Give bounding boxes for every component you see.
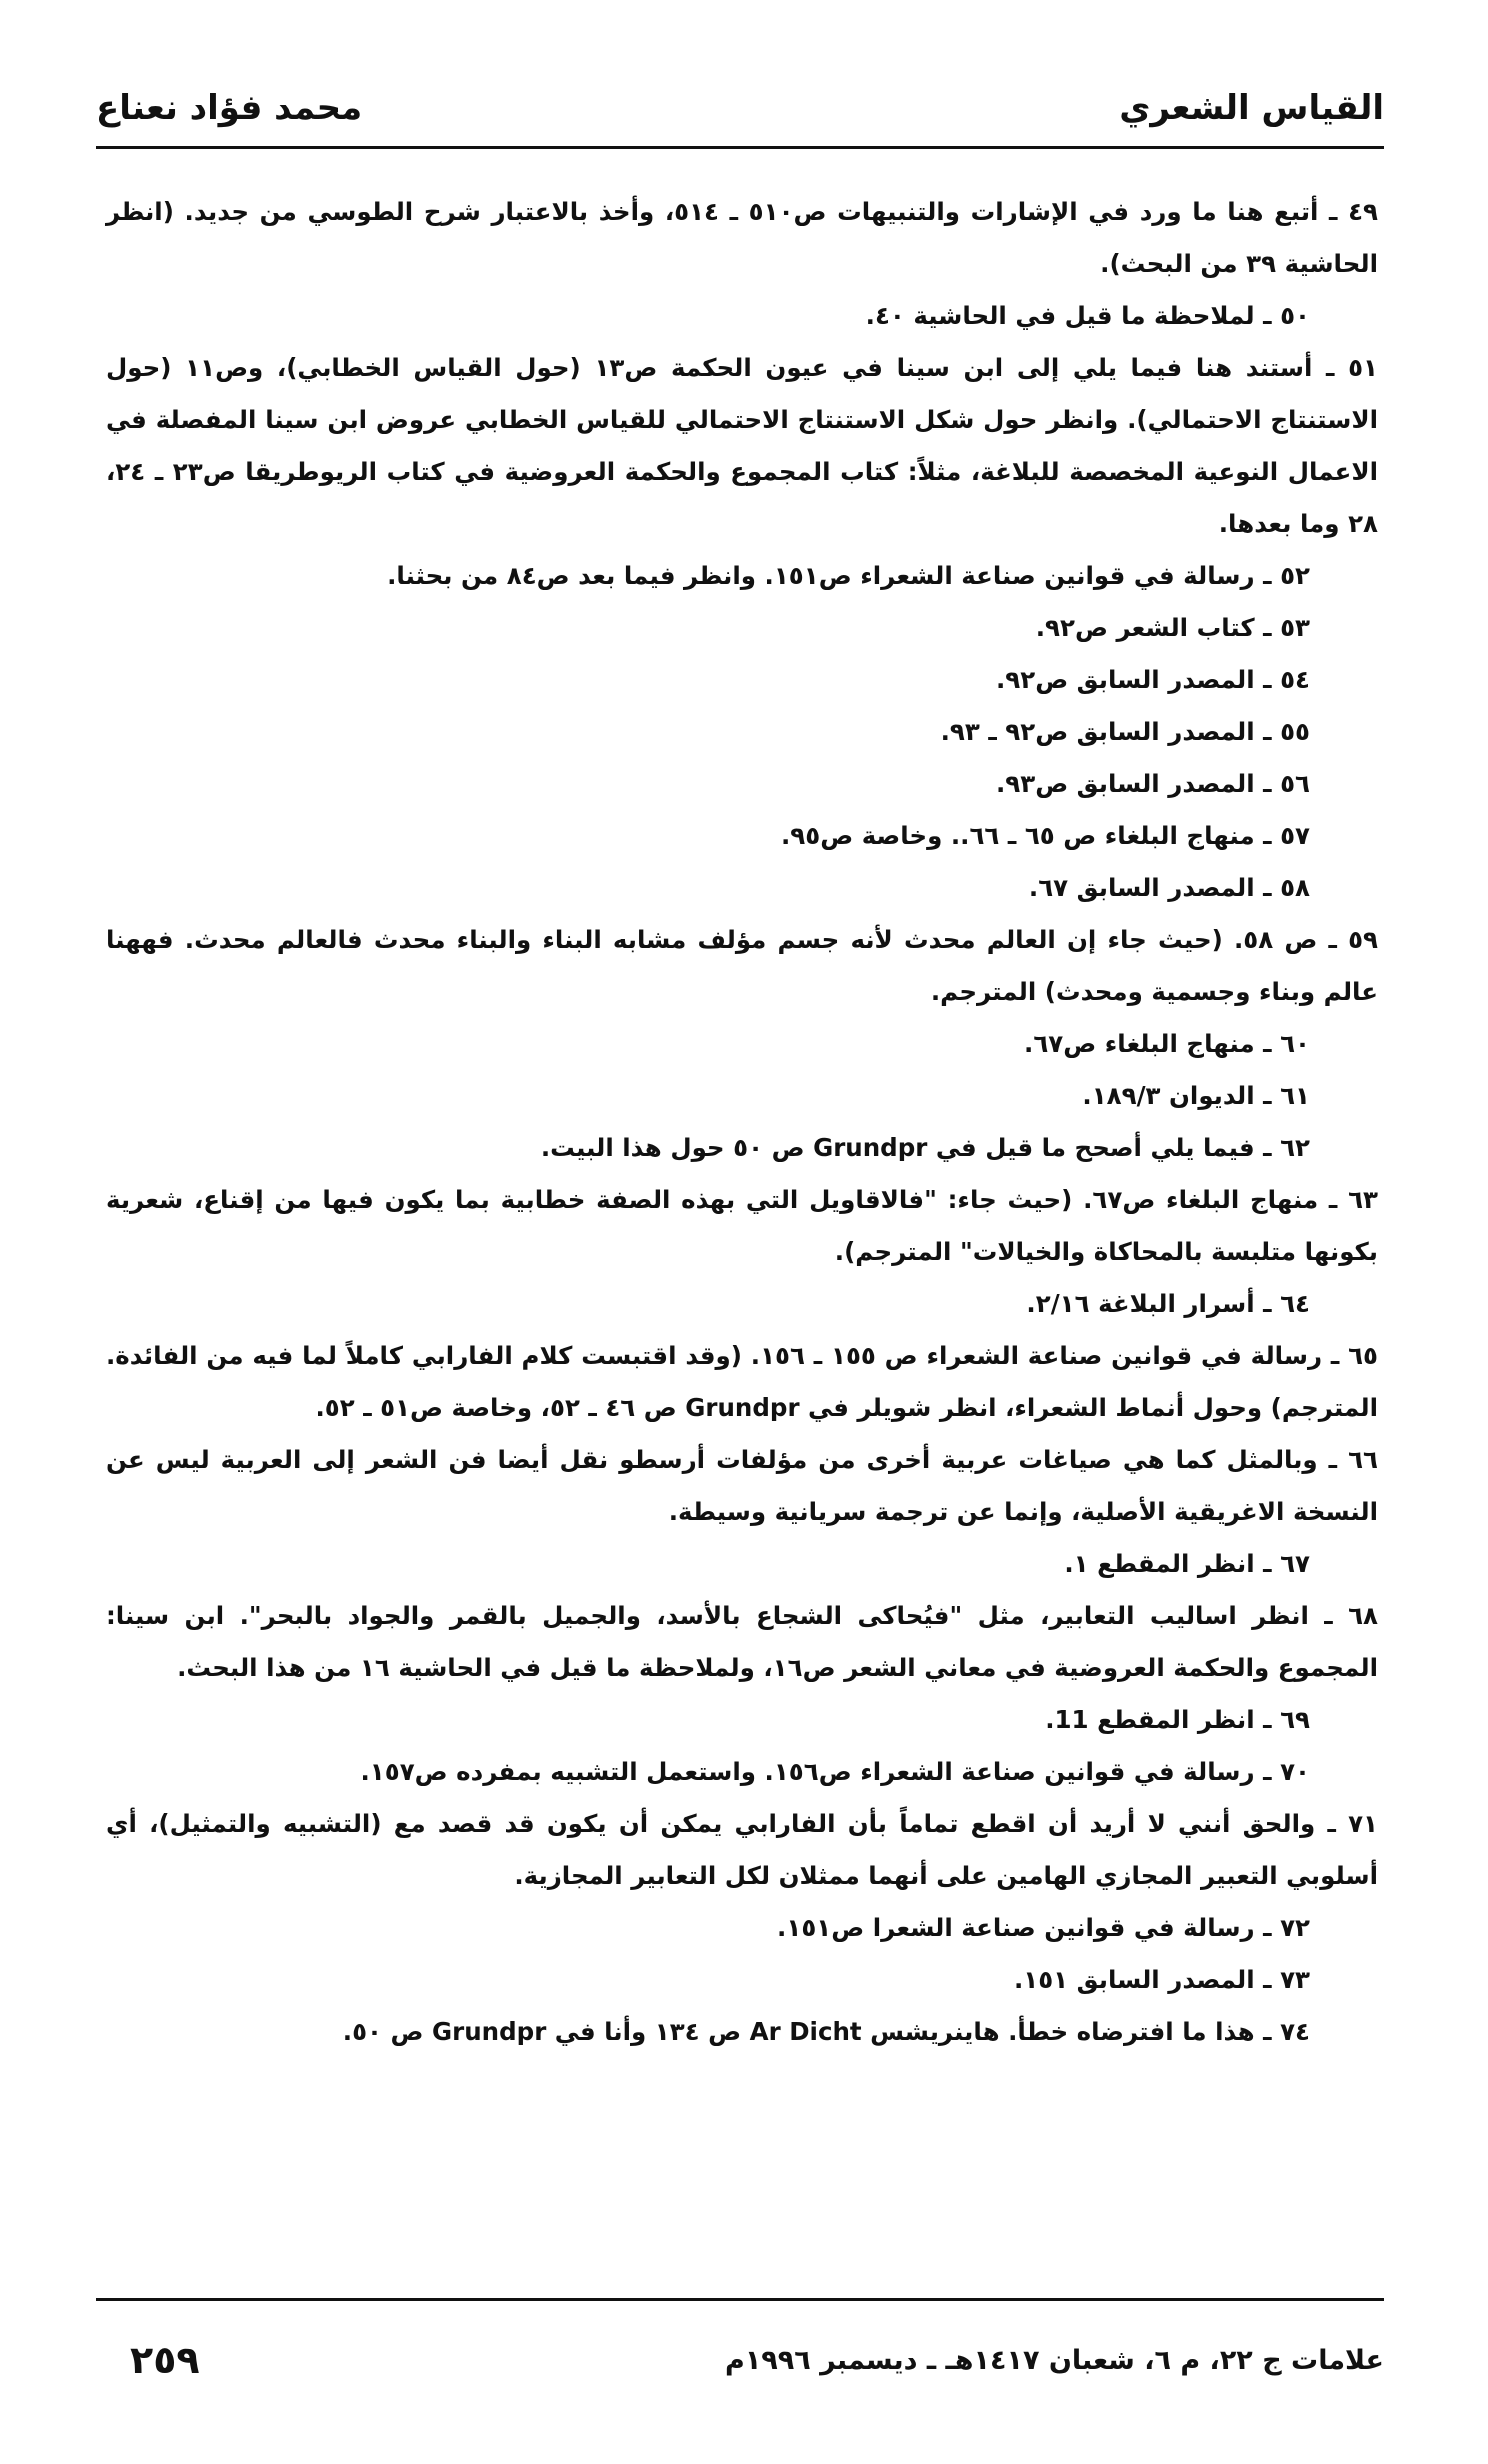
header-rule xyxy=(96,146,1384,149)
endnote-57: ٥٧ ـ منهاج البلغاء ص ٦٥ ـ ٦٦.. وخاصة ص٩٥. xyxy=(780,821,1310,850)
endnote-58: ٥٨ ـ المصدر السابق ٦٧. xyxy=(1028,873,1310,902)
endnote-67: ٦٧ ـ انظر المقطع ١. xyxy=(1064,1549,1310,1578)
footer-rule xyxy=(96,2298,1384,2301)
endnote-68: ٦٨ ـ انظر اساليب التعابير، مثل "فيُحاكى الشجاع بالأسد، والجميل بالقمر والجواد بالبحر". ابن سينا: المجموع والحكمة العروضية في معاني الشعر ص١٦، ولملاحظة ما قيل في الحاشية ١٦ من هذا البحث. xyxy=(106,1601,1378,1682)
endnote-74: ٧٤ ـ هذا ما افترضاه خطأ. هاينريشس Ar Dicht ص ١٣٤ وأنا في Grundpr ص ٥٠. xyxy=(342,2017,1310,2046)
endnote-55: ٥٥ ـ المصدر السابق ص٩٢ ـ ٩٣. xyxy=(940,717,1310,746)
endnote-70: ٧٠ ـ رسالة في قوانين صناعة الشعراء ص١٥٦. واستعمل التشبيه بمفرده ص١٥٧. xyxy=(360,1757,1310,1786)
endnote-72: ٧٢ ـ رسالة في قوانين صناعة الشعرا ص١٥١. xyxy=(777,1913,1310,1942)
endnotes-list xyxy=(106,186,1378,2058)
endnote-54: ٥٤ ـ المصدر السابق ص٩٢. xyxy=(995,665,1310,694)
endnote-52: ٥٢ ـ رسالة في قوانين صناعة الشعراء ص١٥١. وانظر فيما بعد ص٨٤ من بحثنا. xyxy=(387,561,1310,590)
endnote-59: ٥٩ ـ ص ٥٨. (حيث جاء إن العالم محدث لأنه جسم مؤلف مشابه البناء والبناء محدث فالعالم محدث. فههنا عالم وبناء وجسمية ومحدث) المترجم. xyxy=(106,925,1379,1006)
endnote-65: ٦٥ ـ رسالة في قوانين صناعة الشعراء ص ١٥٥ ـ ١٥٦. (وقد اقتبست كلام الفارابي كاملاً لما فيه من الفائدة. المترجم) وحول أنماط الشعراء، انظر شويلر في Grundpr ص ٤٦ ـ ٥٢، وخاصة ص٥١ ـ ٥٢. xyxy=(106,1341,1379,1422)
endnote-49: ٤٩ ـ أتبع هنا ما ورد في الإشارات والتنبيهات ص٥١٠ ـ ٥١٤، وأخذ بالاعتبار شرح الطوسي من جديد. (انظر الحاشية ٣٩ من البحث). xyxy=(106,197,1378,278)
endnote-62: ٦٢ ـ فيما يلي أصحح ما قيل في Grundpr ص ٥٠ حول هذا البيت. xyxy=(540,1133,1310,1162)
endnote-69: ٦٩ ـ انظر المقطع 11. xyxy=(1045,1705,1310,1734)
endnote-56: ٥٦ ـ المصدر السابق ص٩٣. xyxy=(995,769,1310,798)
endnote-73: ٧٣ ـ المصدر السابق ١٥١. xyxy=(1013,1965,1310,1994)
endnote-71: ٧١ ـ والحق أنني لا أريد أن اقطع تماماً بأن الفارابي يمكن أن يكون قد قصد مع (التشبيه والتمثيل)، أي أسلوبي التعبير المجازي الهامين على أنهما ممثلان لكل التعابير المجازية. xyxy=(106,1809,1378,1890)
running-author: محمد فؤاد نعناع xyxy=(96,88,363,128)
endnote-51: ٥١ ـ أستند هنا فيما يلي إلى ابن سينا في عيون الحكمة ص١٣ (حول القياس الخطابي)، وص١١ (حول الاستنتاج الاحتمالي). وانظر حول شكل الاستنتاج الاحتمالي للقياس الخطابي عروض ابن سينا المفصلة في الاعمال النوعية المخصصة للبلاغة، مثلاً: كتاب المجموع والحكمة العروضية في كتاب الريوطريقا ص٢٣ ـ ٢٤، ٢٨ وما بعدها. xyxy=(106,353,1379,538)
endnote-63: ٦٣ ـ منهاج البلغاء ص٦٧. (حيث جاء: "فالاقاويل التي بهذه الصفة خطابية بما يكون فيها من إقناع، شعرية بكونها متلبسة بالمحاكاة والخيالات" المترجم). xyxy=(106,1185,1378,1266)
page-footer xyxy=(96,2330,1384,2390)
endnote-66: ٦٦ ـ وبالمثل كما هي صياغات عربية أخرى من مؤلفات أرسطو نقل أيضا فن الشعر إلى العربية ليس عن النسخة الاغريقية الأصلية، وإنما عن ترجمة سريانية وسيطة. xyxy=(106,1445,1378,1526)
endnote-50: ٥٠ ـ لملاحظة ما قيل في الحاشية ٤٠. xyxy=(865,301,1310,330)
running-title: القياس الشعري xyxy=(1119,88,1384,128)
endnote-53: ٥٣ ـ كتاب الشعر ص٩٢. xyxy=(1035,613,1310,642)
journal-citation: علامات ج ٢٢، م ٦، شعبان ١٤١٧هـ ـ ديسمبر ١٩٩٦م xyxy=(725,2344,1384,2376)
page-number: ٢٥٩ xyxy=(130,2338,200,2382)
endnote-61: ٦١ ـ الديوان ١٨٩/٣. xyxy=(1082,1081,1310,1110)
running-header xyxy=(96,78,1384,138)
endnote-64: ٦٤ ـ أسرار البلاغة ٢/١٦. xyxy=(1026,1289,1310,1318)
endnote-60: ٦٠ ـ منهاج البلغاء ص٦٧. xyxy=(1024,1029,1310,1058)
